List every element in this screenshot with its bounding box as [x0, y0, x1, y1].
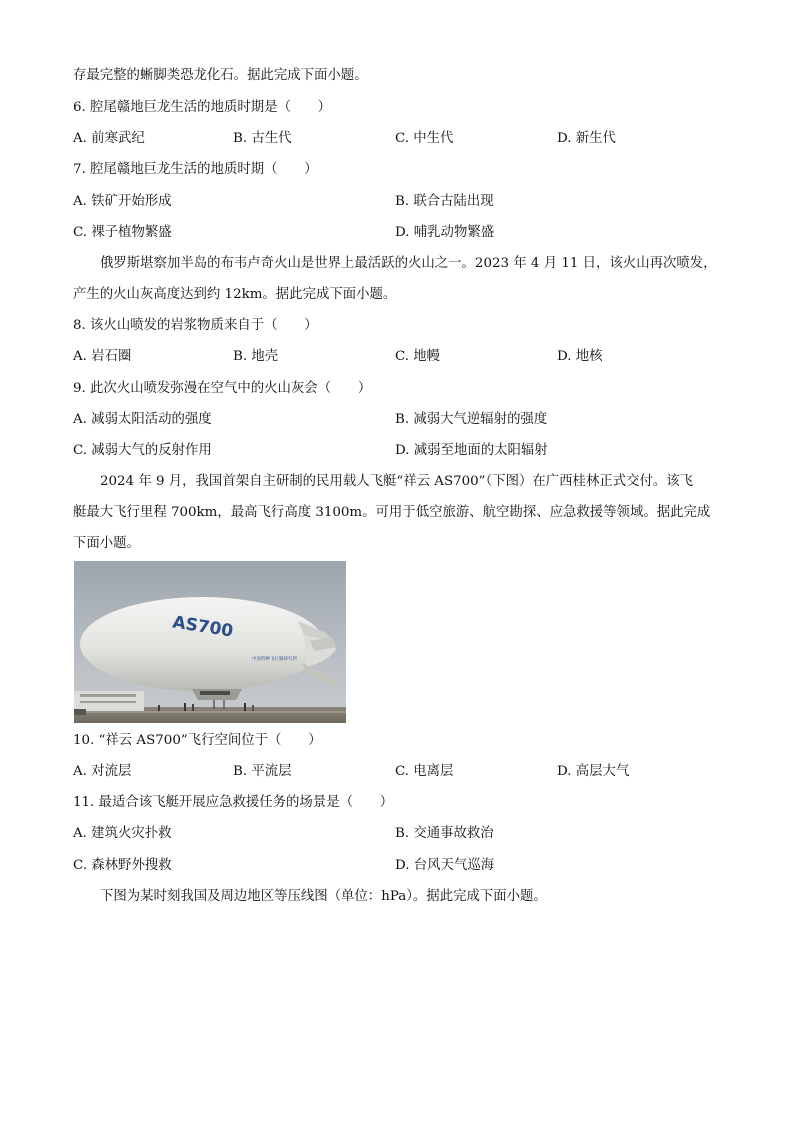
option-d[interactable]: D. 哺乳动物繁盛 [395, 225, 495, 240]
question-6-stem: 6. 腔尾赣地巨龙生活的地质时期是（ ） [73, 100, 332, 115]
option-b[interactable]: B. 地壳 [233, 349, 279, 364]
option-a[interactable]: A. 建筑火灾扑救 [73, 826, 172, 841]
passage-text: 存最完整的蜥脚类恐龙化石。据此完成下面小题。 [73, 68, 368, 83]
passage-airship-line3: 下面小题。 [73, 536, 140, 551]
question-9-options-row2 [73, 442, 723, 460]
option-a[interactable]: A. 前寒武纪 [73, 131, 145, 146]
question-8-stem: 8. 该火山喷发的岩浆物质来自于（ ） [73, 318, 318, 333]
question-7-stem: 7. 腔尾赣地巨龙生活的地质时期（ ） [73, 162, 318, 177]
passage-airship-line1: 2024 年 9 月，我国首架自主研制的民用载人飞艇“祥云 AS700”（下图）在广西桂林正式交付。该飞 [100, 474, 694, 489]
option-b[interactable]: B. 交通事故救治 [395, 826, 494, 841]
option-a[interactable]: A. 对流层 [73, 764, 132, 779]
option-b[interactable]: B. 联合古陆出现 [395, 194, 494, 209]
option-b[interactable]: B. 平流层 [233, 764, 292, 779]
option-c[interactable]: C. 中生代 [395, 131, 454, 146]
airship-photo [74, 561, 346, 723]
option-d[interactable]: D. 台风天气巡海 [395, 858, 495, 873]
option-c[interactable]: C. 减弱大气的反射作用 [73, 443, 212, 458]
option-b[interactable]: B. 减弱大气逆辐射的强度 [395, 412, 548, 427]
option-d[interactable]: D. 减弱至地面的太阳辐射 [395, 443, 548, 458]
option-a[interactable]: A. 铁矿开始形成 [73, 194, 172, 209]
option-c[interactable]: C. 裸子植物繁盛 [73, 225, 172, 240]
question-10-stem: 10. “祥云 AS700”飞行空间位于（ ） [73, 733, 322, 748]
question-10-options [73, 763, 723, 781]
question-8-options [73, 348, 723, 366]
passage-isobar: 下图为某时刻我国及周边地区等压线图（单位：hPa）。据此完成下面小题。 [100, 889, 547, 904]
airship-hull-text: AS700 [171, 612, 235, 642]
airship-side-text: 中国特种飞行器研究所 [252, 657, 297, 662]
passage-volcano-line1: 俄罗斯堪察加半岛的布韦卢奇火山是世界上最活跃的火山之一。2023 年 4 月 11 日，该火山再次喷发， [100, 256, 717, 271]
passage-airship-line2: 艇最大飞行里程 700km，最高飞行高度 3100m。可用于低空旅游、航空勘探、应急救援等领域。据此完成 [73, 505, 711, 520]
question-11-stem: 11. 最适合该飞艇开展应急救援任务的场景是（ ） [73, 795, 394, 810]
option-a[interactable]: A. 减弱太阳活动的强度 [73, 412, 212, 427]
question-7-options-row1 [73, 193, 723, 211]
option-d[interactable]: D. 高层大气 [557, 764, 630, 779]
question-9-options-row1 [73, 411, 723, 429]
option-c[interactable]: C. 地幔 [395, 349, 441, 364]
question-11-options-row2 [73, 857, 723, 875]
question-11-options-row1 [73, 825, 723, 843]
question-7-options-row2 [73, 224, 723, 242]
option-c[interactable]: C. 森林野外搜救 [73, 858, 172, 873]
passage-volcano-line2: 产生的火山灰高度达到约 12km。据此完成下面小题。 [73, 287, 397, 302]
question-6-options [73, 130, 723, 148]
option-b[interactable]: B. 古生代 [233, 131, 292, 146]
option-d[interactable]: D. 地核 [557, 349, 603, 364]
option-a[interactable]: A. 岩石圈 [73, 349, 132, 364]
option-d[interactable]: D. 新生代 [557, 131, 616, 146]
option-c[interactable]: C. 电离层 [395, 764, 454, 779]
question-9-stem: 9. 此次火山喷发弥漫在空气中的火山灰会（ ） [73, 381, 372, 396]
